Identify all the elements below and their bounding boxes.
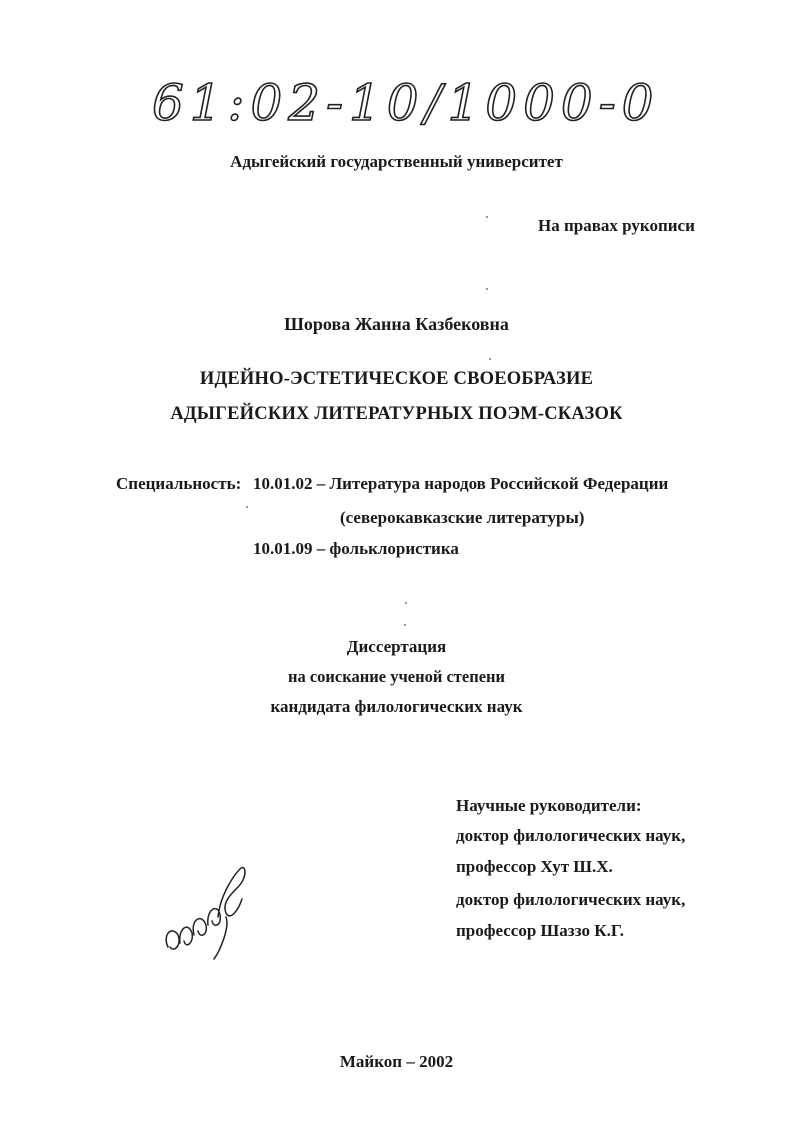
scan-speck (489, 358, 491, 360)
scan-speck (486, 216, 488, 218)
university-name: Адыгейский государственный университет (230, 152, 563, 171)
degree-line-3: кандидата филологических наук (270, 697, 523, 716)
author-name: Шорова Жанна Казбековна (284, 314, 509, 334)
manuscript-rights-note: На правах рукописи (538, 216, 695, 235)
scan-speck (246, 506, 248, 508)
scan-speck (404, 624, 406, 626)
place-and-year: Майкоп – 2002 (339, 1052, 454, 1071)
supervisors-heading: Научные руководители: (456, 796, 642, 815)
specialty-label: Специальность: (116, 474, 242, 493)
degree-line-1: Диссертация (346, 637, 447, 656)
specialty-subtitle: (северокавказские литературы) (340, 508, 585, 527)
specialty-code-2: 10.01.09 – фольклористика (253, 539, 459, 558)
supervisor-2-name: профессор Шаззо К.Г. (456, 921, 624, 940)
supervisor-1-name: профессор Хут Ш.Х. (456, 857, 613, 876)
dissertation-title-line2: АДЫГЕЙСКИХ ЛИТЕРАТУРНЫХ ПОЭМ-СКАЗОК (170, 404, 623, 424)
scan-speck (486, 288, 488, 290)
scan-speck (405, 602, 407, 604)
handwritten-signature-icon (160, 855, 255, 965)
supervisor-2-degree: доктор филологических наук, (456, 890, 686, 909)
dissertation-title-line1: ИДЕЙНО-ЭСТЕТИЧЕСКОЕ СВОЕОБРАЗИЕ (199, 369, 594, 389)
degree-line-2: на соискание ученой степени (287, 667, 506, 686)
archive-number-text: 61:02-10/1000-0 (152, 74, 660, 132)
handwritten-archive-number (150, 68, 660, 140)
supervisor-1-degree: доктор филологических наук, (456, 826, 686, 845)
specialty-code-1: 10.01.02 – Литература народов Российской Федерации (253, 474, 669, 493)
